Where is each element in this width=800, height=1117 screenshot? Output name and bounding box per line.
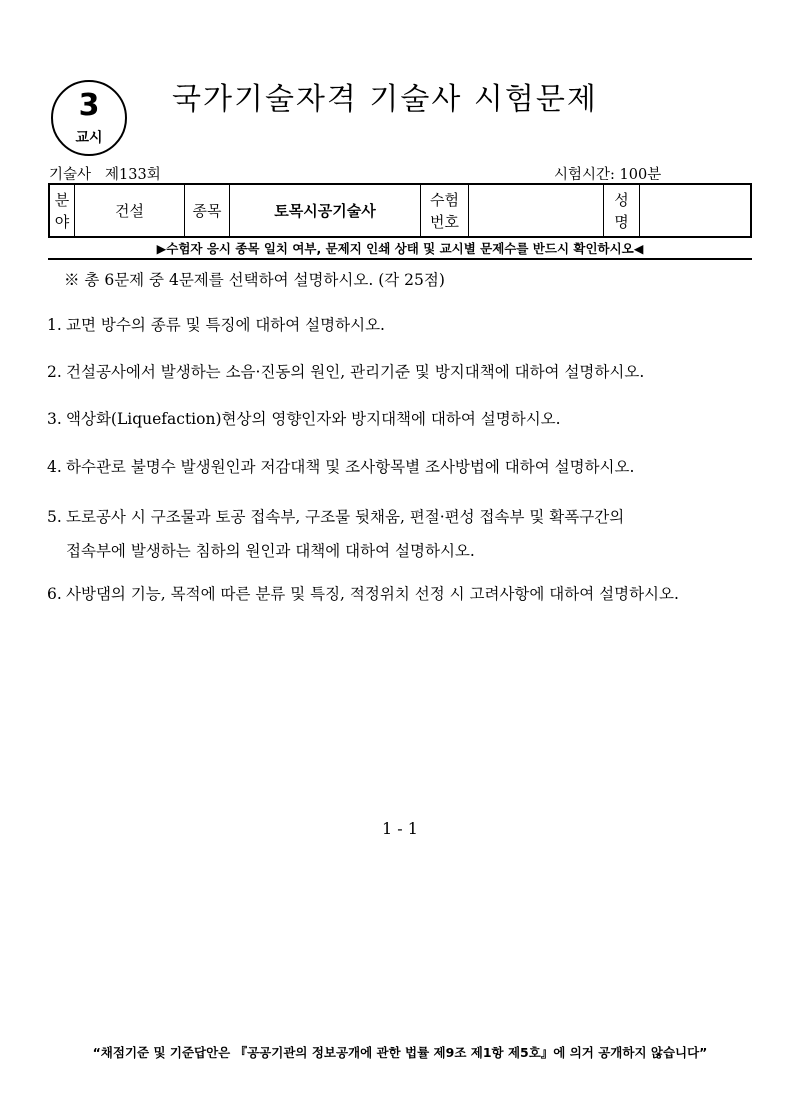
- question-item: [47, 455, 634, 477]
- name-label-cell: [604, 184, 640, 237]
- field-label-2: 야: [54, 212, 70, 231]
- name-field[interactable]: [640, 184, 752, 237]
- exam-no-field[interactable]: [469, 184, 604, 237]
- question-text: 건설공사에서 발생하는 소음·진동의 원인, 관리기준 및 방지대책에 대하여 설명하시오.: [66, 363, 645, 381]
- question-number: 4.: [47, 458, 62, 476]
- question-item: [47, 360, 644, 382]
- page-title: 국가기술자격 기술사 시험문제: [172, 82, 598, 117]
- session-label: 교시: [75, 130, 103, 146]
- exam-info-table: [48, 183, 752, 238]
- question-number: 5.: [47, 508, 62, 526]
- exam-time: 시험시간: 100분: [554, 167, 662, 183]
- question-item: [47, 313, 385, 335]
- question-text: 교면 방수의 종류 및 특징에 대하여 설명하시오.: [66, 316, 385, 334]
- exam-meta: [49, 163, 161, 184]
- page-number: 1 - 1: [382, 819, 418, 838]
- name-label-2: 명: [614, 212, 629, 231]
- field-value: 건설: [75, 184, 185, 237]
- field-label-cell: [49, 184, 75, 237]
- session-badge: [51, 80, 127, 156]
- exam-no-label-1: 수험: [430, 190, 459, 209]
- question-item: [47, 407, 561, 429]
- name-label-1: 성: [614, 190, 629, 209]
- question-number: 2.: [47, 363, 62, 381]
- subject-value: 토목시공기술사: [230, 184, 421, 237]
- instruction: ※ 총 6문제 중 4문제를 선택하여 설명하시오. (각 25점): [64, 271, 445, 289]
- question-number: 3.: [47, 410, 62, 428]
- exam-no-label-cell: [421, 184, 469, 237]
- exam-category: 기술사: [49, 167, 92, 183]
- divider: [48, 258, 752, 260]
- footer-notice: “채점기준 및 기준답안은 『공공기관의 정보공개에 관한 법률 제9조 제1항 제5호』에 의거 공개하지 않습니다”: [92, 1045, 708, 1060]
- exam-round: 제133회: [105, 167, 161, 183]
- question-item: [47, 582, 679, 604]
- field-label-1: 분: [54, 190, 70, 209]
- question-text: 하수관로 불명수 발생원인과 저감대책 및 조사항목별 조사방법에 대하여 설명하시오.: [66, 458, 635, 476]
- question-number: 1.: [47, 316, 62, 334]
- notice-banner: ▶수험자 응시 종목 일치 여부, 문제지 인쇄 상태 및 교시별 문제수를 반드시 확인하시오◀: [156, 241, 644, 256]
- question-text: 사방댐의 기능, 목적에 따른 분류 및 특징, 적정위치 선정 시 고려사항에 대하여 설명하시오.: [66, 585, 679, 603]
- question-text-continued: 접속부에 발생하는 침하의 원인과 대책에 대하여 설명하시오.: [66, 542, 475, 560]
- question-item: [47, 505, 624, 561]
- subject-label: 종목: [185, 184, 230, 237]
- exam-no-label-2: 번호: [430, 212, 459, 231]
- question-number: 6.: [47, 585, 62, 603]
- session-number: 3: [78, 88, 100, 123]
- question-text: 도로공사 시 구조물과 토공 접속부, 구조물 뒷채움, 편절·편성 접속부 및 확폭구간의: [66, 508, 625, 526]
- question-text: 액상화(Liquefaction)현상의 영향인자와 방지대책에 대하여 설명하시오.: [66, 410, 561, 428]
